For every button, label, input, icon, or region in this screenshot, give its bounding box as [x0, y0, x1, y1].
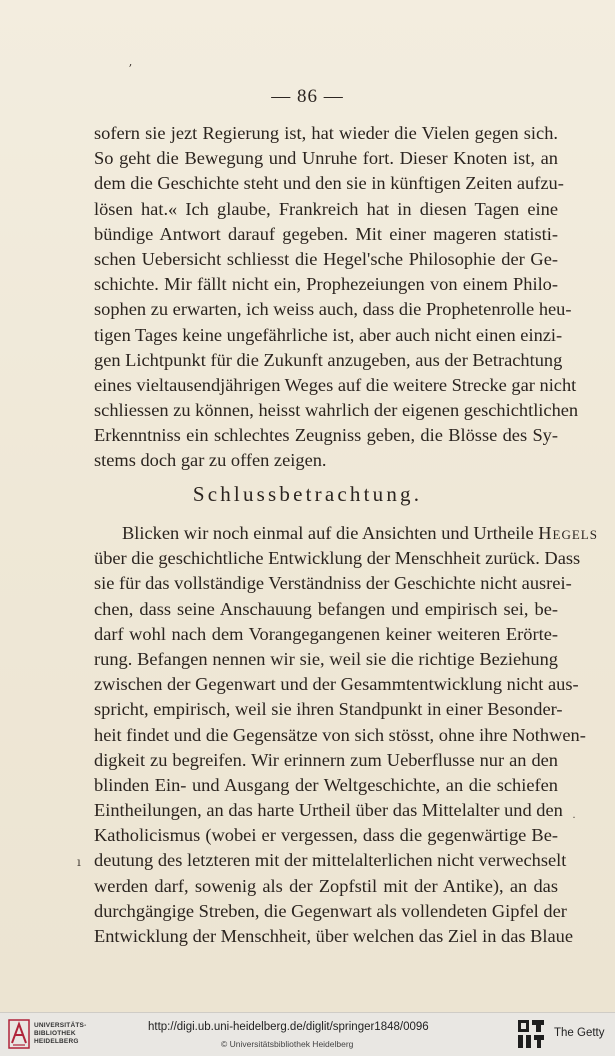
text-line: schen Uebersicht schliesst die Hegel'sche Philosophie der Ge-: [94, 248, 558, 269]
paragraph-1: [94, 121, 579, 474]
text-line: eines vieltausendjährigen Weges auf die weitere Strecke gar nicht: [94, 374, 577, 395]
text-line: tigen Tages keine ungefährliche ist, aber auch nicht einen einzi-: [94, 324, 563, 345]
text-line: schichte. Mir fällt nicht ein, Prophezeiungen von einem Philo-: [94, 274, 558, 295]
text-line: über die geschichtliche Entwicklung der Menschheit zurück. Dass: [94, 548, 581, 569]
text-line: dem die Geschichte steht und den sie in künftigen Zeiten aufzu-: [94, 173, 564, 194]
section-title: Schlussbetrachtung.: [192, 482, 423, 506]
university-seal-icon[interactable]: [8, 1019, 30, 1049]
text-line: sie für das vollständige Verständniss der Geschichte nicht ausrei-: [94, 573, 572, 594]
margin-mark: ı: [77, 855, 81, 869]
paragraph-2-first-line: [94, 521, 598, 546]
text-line: schliessen zu können, heisst wahrlich der eigenen geschichtlichen: [94, 400, 579, 421]
text-line: lösen hat.« Ich glaube, Frankreich hat in diesen Tagen eine: [94, 198, 558, 219]
text-line: Erkenntniss ein schlechtes Zeugniss geben, die Blösse des Sy-: [94, 425, 558, 446]
text-line: rung. Befangen nennen wir sie, weil sie die richtige Beziehung: [94, 648, 558, 669]
permalink-url[interactable]: http://digi.ub.uni-heidelberg.de/diglit/springer1848/0096: [148, 1021, 429, 1033]
text-line: stems doch gar zu offen zeigen.: [94, 450, 327, 471]
text-line: zwischen der Gegenwart und der Gesammtentwicklung nicht aus-: [94, 674, 579, 695]
text-line: darf wohl nach dem Vorangegangenen keiner weiteren Erörte-: [94, 623, 558, 644]
text-line: digkeit zu begreifen. Wir erinnern zum Ueberflusse nur an den: [94, 749, 558, 770]
first-line-text: Blicken wir noch einmal auf die Ansichten und Urtheile: [122, 523, 539, 543]
getty-logo-icon[interactable]: [517, 1019, 545, 1049]
text-line: chen, dass seine Anschauung befangen und empirisch sei, be-: [94, 598, 558, 619]
text-line: deutung des letzteren mit der mittelalterlichen nicht verwechselt: [94, 850, 567, 871]
margin-mark: ˙: [571, 815, 577, 829]
text-line: sofern sie jezt Regierung ist, hat wieder die Vielen gegen sich.: [94, 123, 558, 143]
text-line: blinden Ein- und Ausgang der Weltgeschichte, an die schiefen: [94, 774, 558, 795]
text-line: Eintheilungen, an das harte Urtheil über das Mittelalter und den: [94, 800, 563, 821]
text-line: werden darf, sowenig als der Zopfstil mit der Antike), an das: [94, 875, 558, 896]
text-line: Katholicismus (wobei er vergessen, dass die gegenwärtige Be-: [94, 825, 558, 846]
footer-bar: [0, 1012, 615, 1056]
paragraph-2: [94, 521, 598, 949]
text-line: Entwicklung der Menschheit, über welchen das Ziel in das Blaue: [94, 926, 574, 946]
copyright-notice: © Universitätsbibliothek Heidelberg: [221, 1039, 354, 1049]
text-line: spricht, empirisch, weil sie ihren Standpunkt in einer Besonder-: [94, 699, 563, 720]
institution-name: UNIVERSITÄTS- BIBLIOTHEK HEIDELBERG: [34, 1022, 87, 1045]
ink-speck: ʼ: [128, 62, 132, 76]
text-line: sophen zu erwarten, ich weiss auch, dass die Prophetenrolle heu-: [94, 299, 572, 320]
text-line: heit findet und die Gegensätze von sich stösst, ohne ihre Nothwen-: [94, 724, 586, 745]
text-line: durchgängige Streben, die Gegenwart als vollendeten Gipfel der: [94, 900, 567, 921]
text-line: bündige Antwort darauf gegeben. Mit einer mageren statisti-: [94, 223, 558, 244]
page-number: — 86 —: [271, 86, 344, 107]
text-line: So geht die Bewegung und Unruhe fort. Dieser Knoten ist, an: [94, 148, 558, 169]
author-name: Hegels: [538, 523, 598, 543]
text-line: gen Lichtpunkt für die Zukunft anzugeben, aus der Betrachtung: [94, 349, 563, 370]
partner-name: The Getty: [554, 1027, 605, 1039]
